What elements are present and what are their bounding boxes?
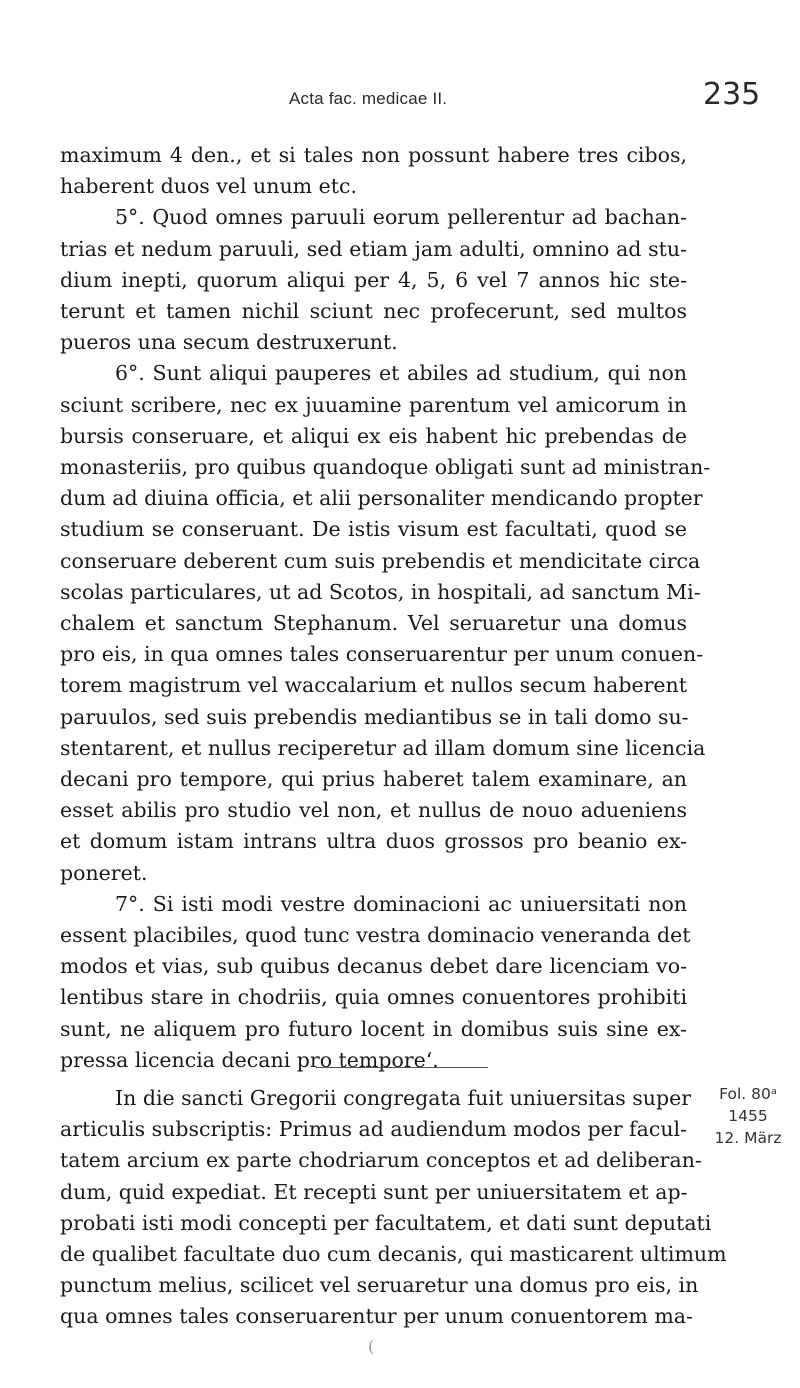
text-line: 6°. Sunt aliqui pauperes et abiles ad studium, qui non [115,361,687,386]
margin-note [703,1083,793,1149]
section-divider [316,1067,488,1068]
text-line: dum ad diuina officia, et alii personaliter mendicando propter [60,486,703,511]
text-line: et domum istam intrans ultra duos grossos pro beanio ex- [60,829,687,854]
text-line: conseruare deberent cum suis prebendis et mendicitate circa [60,548,701,573]
text-line: torem magistrum vel waccalarium et nullos secum haberent [60,673,687,698]
text-line: haberent duos vel unum etc. [60,174,357,199]
text-line: 5°. Quod omnes paruuli eorum pellerentur ad bachan- [115,205,687,230]
text-line: pro eis, in qua omnes tales conseruarentur per unum conuen- [60,642,704,667]
text-line: lentibus stare in chodriis, quia omnes conuentores prohibiti [60,985,687,1010]
text-line: terunt et tamen nichil sciunt nec profecerunt, sed multos [60,299,687,324]
text-line: tatem arcium ex parte chodriarum conceptos et ad deliberan- [60,1148,702,1173]
text-line: chalem et sanctum Stephanum. Vel seruaretur una domus [60,611,687,636]
text-line: esset abilis pro studio vel non, et nullus de nouo adueniens [60,798,687,823]
text-line: pueros una secum destruxerunt. [60,330,398,355]
text-line: monasteriis, pro quibus quandoque obligati sunt ad ministran- [60,455,711,480]
text-line: dium inepti, quorum aliqui per 4, 5, 6 vel 7 annos hic ste- [60,267,687,292]
text-line: decani pro tempore, qui prius haberet talem examinare, an [60,767,687,792]
text-line: articulis subscriptis: Primus ad audiendum modos per facul- [60,1117,687,1142]
text-line: stentarent, et nullus reciperetur ad illam domum sine licencia [60,735,706,760]
page-number: 235 [703,77,761,112]
text-line: de qualibet facultate duo cum decanis, qui masticarent ultimum [60,1242,727,1267]
text-line: maximum 4 den., et si tales non possunt habere tres cibos, [60,143,687,167]
text-line: bursis conseruare, et aliqui ex eis habent hic prebendas de [60,423,687,448]
text-line: paruulos, sed suis prebendis mediantibus se in tali domo su- [60,704,689,729]
text-line: pressa licencia decani pro tempore‘. [60,1047,439,1072]
text-line: sunt, ne aliquem pro futuro locent in domibus suis sine ex- [60,1016,687,1041]
text-line: qua omnes tales conseruarentur per unum conuentorem ma- [60,1304,693,1329]
text-line: studium se conseruant. De istis visum est facultati, quod se [60,517,687,542]
text-block-main [60,140,711,1076]
text-line: dum, quid expediat. Et recepti sunt per uniuersitatem et ap- [60,1179,688,1204]
text-line: essent placibiles, quod tunc vestra dominacio veneranda det [60,923,691,948]
text-line: punctum melius, scilicet vel seruaretur una domus pro eis, in [60,1273,699,1298]
margin-note-date: 12. März [714,1129,782,1147]
text-line: 7°. Si isti modi vestre dominacioni ac uniuersitati non [115,891,687,916]
text-line: sciunt scribere, nec ex juuamine parentum vel amicorum in [60,392,687,417]
text-line: probati isti modi concepti per facultatem, et dati sunt deputati [60,1210,712,1235]
running-header-title: Acta fac. medicae II. [289,89,448,108]
margin-note-folio: Fol. 80ᵃ [719,1085,777,1103]
footer-mark: ( [368,1337,375,1356]
margin-note-year: 1455 [728,1107,768,1125]
text-line: modos et vias, sub quibus decanus debet dare licenciam vo- [60,954,687,979]
text-block-minutes [60,1083,727,1333]
text-line: scolas particulares, ut ad Scotos, in hospitali, ad sanctum Mi- [60,579,701,604]
text-line: poneret. [60,860,148,885]
text-line: trias et nedum paruuli, sed etiam jam adulti, omnino ad stu- [60,236,687,261]
text-line: In die sancti Gregorii congregata fuit uniuersitas super [115,1086,692,1110]
